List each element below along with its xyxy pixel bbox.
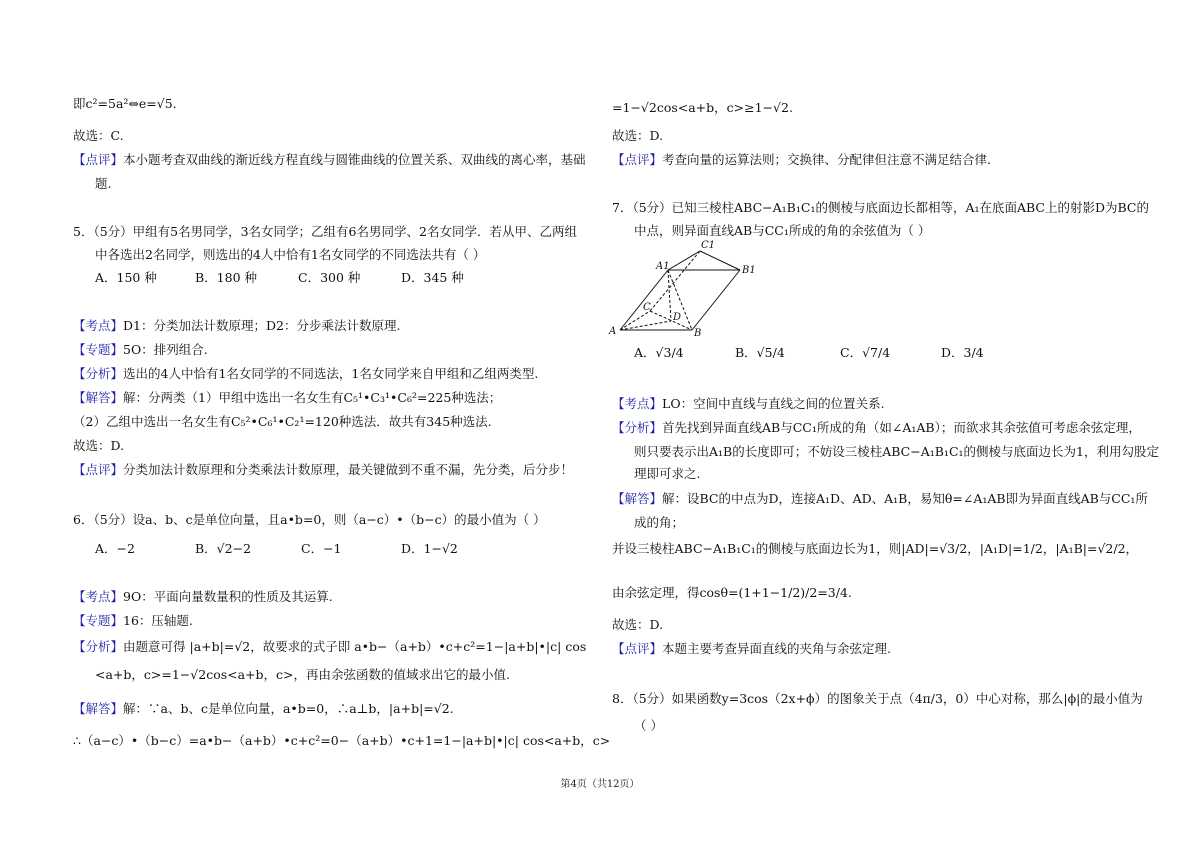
kaodian-tag: 【考点】 (73, 318, 124, 333)
label-b1: B1 (742, 265, 756, 276)
q6-continued-line: =1−√2cos<a+b，c>≥1−√2. (612, 100, 793, 115)
q7-option-d: D．3/4 (941, 345, 984, 360)
edge-b-b1 (692, 270, 740, 330)
label-d: D (673, 312, 682, 323)
edge-a-d (620, 321, 671, 330)
q7-jieda: 【解答】解：设BC的中点为D，连接A₁D、AD、A₁B，易知θ=∠A₁AB即为异面直线AB与CC₁所 (612, 491, 1148, 506)
q7-fenxi-cont-1: 则只要表示出A₁B的长度即可；不妨设三棱柱ABC−A₁B₁C₁的侧棱与底面边长为1，利用勾股定 (634, 444, 1159, 459)
q5-option-a: A．150 种 (95, 270, 157, 285)
q5-option-b: B．180 种 (195, 270, 258, 285)
q5-option-c: C．300 种 (298, 270, 361, 285)
q5-answer: 故选：D. (73, 438, 125, 453)
q7-jieda-cont-2: 并设三棱柱ABC−A₁B₁C₁的侧棱与底面边长为1，则|AD|=√3/2，|A₁D|=1/2，|A₁B|=√2/2， (612, 541, 1139, 556)
q6-zhuanti: 【专题】16：压轴题. (73, 613, 193, 628)
q7-option-b: B．√5/4 (735, 345, 785, 360)
q5-jieda-cont: （2）乙组中选出一名女生有C₅²•C₆¹•C₂¹=120种选法．故共有345种选法. (73, 414, 492, 429)
q8-stem-1: 8．（5分）如果函数y=3cos（2x+ϕ）的图象关于点（4π/3，0）中心对称，那么|ϕ|的最小值为 (612, 691, 1143, 706)
q5-stem-1: 5．（5分）甲组有5名男同学，3名女同学；乙组有6名男同学、2名女同学．若从甲、乙两组 (73, 224, 577, 239)
q6-stem: 6．（5分）设a、b、c是单位向量，且a•b=0，则（a−c）•（b−c）的最小值为（ ） (73, 512, 546, 527)
q6-dianping: 【点评】考查向量的运算法则；交换律、分配律但注意不满足结合律. (612, 152, 991, 167)
q5-zhuanti: 【专题】5O：排列组合. (73, 342, 208, 357)
q6-option-d: D．1−√2 (401, 541, 458, 556)
q6-fenxi: 【分析】由题意可得 |a+b|=√2，故要求的式子即 a•b−（a+b）•c+c²=1−|a+b|•|c| cos (73, 639, 587, 654)
zhuanti-tag: 【专题】 (73, 613, 124, 628)
q7-option-c: C．√7/4 (840, 345, 891, 360)
prev-comment (73, 152, 586, 168)
q6-answer: 故选：D. (612, 128, 664, 143)
page-footer: 第4页（共12页） (560, 779, 640, 790)
q7-stem-1: 7．（5分）已知三棱柱ABC−A₁B₁C₁的侧棱与底面边长都相等，A₁在底面ABC上的射影D为BC的 (612, 200, 1150, 215)
edge-a1-c1 (668, 251, 700, 270)
label-a1: A1 (656, 261, 670, 272)
q6-option-b: B．√2−2 (195, 541, 252, 556)
dianping-tag: 【点评】 (73, 462, 124, 477)
label-c1: C1 (701, 240, 716, 251)
q5-options (73, 270, 464, 286)
zhuanti-tag: 【专题】 (73, 342, 124, 357)
q7-answer: 故选：D. (612, 617, 664, 632)
q7-jieda-cont-3: 由余弦定理，得cosθ=(1+1−1/2)/2=3/4. (612, 585, 852, 600)
q7-stem-2: 中点，则异面直线AB与CC₁所成的角的余弦值为（ ） (634, 223, 931, 238)
q7-kaodian: 【考点】LO：空间中直线与直线之间的位置关系. (612, 396, 885, 411)
label-a: A (609, 326, 617, 337)
q5-dianping: 【点评】分类加法计数原理和分类乘法计数原理，最关键做到不重不漏，先分类，后分步！ (73, 462, 574, 477)
q7-option-a: A．√3/4 (634, 345, 684, 360)
fenxi-tag: 【分析】 (612, 420, 663, 435)
label-b: B (694, 328, 702, 339)
q5-fenxi: 【分析】选出的4人中恰有1名女同学的不同选法，1名女同学来自甲组和乙组两类型. (73, 366, 539, 381)
q6-option-a: A．−2 (95, 541, 135, 556)
q5-option-d: D．345 种 (401, 270, 464, 285)
edge-c-c1 (650, 251, 700, 311)
kaodian-tag: 【考点】 (612, 396, 663, 411)
kaodian-tag: 【考点】 (73, 589, 124, 604)
fenxi-tag: 【分析】 (73, 639, 124, 654)
q7-options (612, 345, 984, 361)
q6-jieda-cont: ∴（a−c）•（b−c）=a•b−（a+b）•c+c²=0−（a+b）•c+1=1−|a+b|•|c| cos<a+b，c> (73, 733, 611, 748)
q6-fenxi-cont: <a+b，c>=1−√2cos<a+b，c>，再由余弦函数的值域求出它的最小值. (95, 667, 510, 682)
prism-figure (607, 236, 757, 340)
prev-solution-line: 即c²=5a²⇔e=√5. (73, 96, 177, 111)
jieda-tag: 【解答】 (612, 491, 663, 506)
q5-kaodian: 【考点】D1：分类加法计数原理；D2：分步乘法计数原理. (73, 318, 401, 333)
q7-fenxi: 【分析】首先找到异面直线AB与CC₁所成的角（如∠A₁AB）；而欲求其余弦值可考虑余弦定理， (612, 420, 1141, 435)
q6-option-c: C．−1 (301, 541, 342, 556)
q5-jieda: 【解答】解：分两类（1）甲组中选出一名女生有C₅¹•C₃¹•C₆²=225种选法； (73, 390, 502, 405)
q5-stem-2: 中各选出2名同学，则选出的4人中恰有1名女同学的不同选法共有（ ） (95, 247, 486, 262)
fenxi-tag: 【分析】 (73, 366, 124, 381)
prev-answer: 故选：C. (73, 128, 124, 143)
edge-a-a1 (620, 270, 668, 330)
comment-text: 本小题考查双曲线的渐近线方程直线与圆锥曲线的位置关系、双曲线的离心率，基础 (123, 152, 586, 167)
dianping-tag: 【点评】 (612, 641, 663, 656)
prev-comment-cont: 题. (95, 176, 112, 191)
jieda-tag: 【解答】 (73, 390, 124, 405)
q8-stem-2: （ ） (634, 718, 663, 733)
q7-dianping: 【点评】本题主要考查异面直线的夹角与余弦定理. (612, 641, 891, 656)
edge-c1-b1 (700, 251, 740, 270)
edge-a1-d (668, 270, 671, 321)
q7-fenxi-cont-2: 理即可求之. (634, 466, 701, 481)
q6-kaodian: 【考点】9O：平面向量数量积的性质及其运算. (73, 589, 333, 604)
label-c: C (643, 302, 651, 313)
q7-jieda-cont-1: 成的角； (634, 515, 685, 530)
dianping-tag: 【点评】 (612, 152, 663, 167)
jieda-tag: 【解答】 (73, 701, 124, 716)
q6-options (73, 541, 458, 557)
comment-tag: 【点评】 (73, 152, 124, 167)
q6-jieda: 【解答】解：∵a、b、c是单位向量，a•b=0，∴a⊥b，|a+b|=√2. (73, 701, 454, 716)
